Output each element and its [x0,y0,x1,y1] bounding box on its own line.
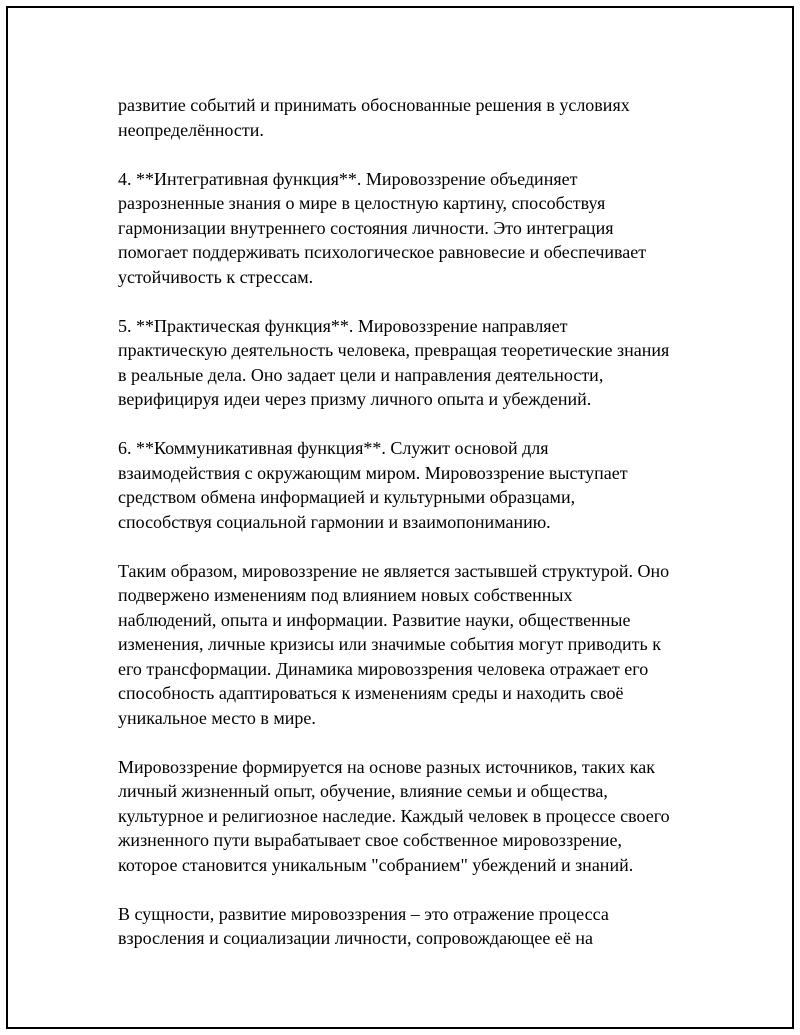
text-line: Мировоззрение формируется на основе разных источников, таких как [118,756,655,777]
text-line: Таким образом, мировоззрение не является застывшей структурой. Оно [118,560,670,581]
paragraph-communicative-function [118,436,718,534]
text-line: взросления и социализации личности, сопровождающее её на [118,928,593,948]
text-line: гармонизации внутреннего состояния личности. Это интеграция [118,217,614,238]
text-line: в реальные дела. Оно задает цели и направления деятельности, [118,364,604,385]
text-line: изменения, личные кризисы или значимые события могут приводить к [118,634,661,654]
text-line: практическую деятельность человека, превращая теоретические знания [118,340,670,360]
paragraph-gap [118,142,718,167]
text-line: способность адаптироваться к изменениям среды и находить своё [118,683,624,703]
paragraph-sources [118,755,718,878]
text-line: верифицируя идеи через призму личного опыта и убеждений. [118,389,592,409]
text-line: которое становится уникальным "собранием" убеждений и знаний. [118,854,634,875]
text-line: разрозненные знания о мире в целостную картину, способствуя [118,193,606,213]
text-line: средством обмена информацией и культурными образцами, [118,487,576,507]
text-line: личный жизненный опыт, обучение, влияние семьи и общества, [118,781,608,801]
document-body [118,93,718,951]
paragraph-gap [118,289,718,314]
text-line: развитие событий и принимать обоснованные решения в условиях [118,95,630,115]
text-line: помогает поддерживать психологическое равновесие и обеспечивает [118,242,647,262]
paragraph-integrative-function [118,167,718,290]
text-line: уникальное место в мире. [118,707,316,728]
text-line: В сущности, развитие мировоззрения – это отражение процесса [118,903,609,924]
text-line: неопределённости. [118,119,264,140]
paragraph-gap [118,877,718,902]
text-line: подвержено изменениям под влиянием новых собственных [118,585,573,605]
text-line: устойчивость к стрессам. [118,266,314,287]
paragraph-conclusion [118,559,718,731]
paragraph-continuation [118,93,718,142]
text-line: наблюдений, опыта и информации. Развитие науки, общественные [118,609,631,630]
paragraph-practical-function [118,314,718,412]
paragraph-gap [118,412,718,437]
paragraph-essence [118,902,718,951]
text-line: 5. **Практическая функция**. Мировоззрение направляет [118,315,568,336]
text-line: его трансформации. Динамика мировоззрения человека отражает его [118,658,649,679]
text-line: 4. **Интегративная функция**. Мировоззрение объединяет [118,168,578,189]
paragraph-gap [118,730,718,755]
text-line: 6. **Коммуникативная функция**. Служит основой для [118,438,549,458]
text-line: культурное и религиозное наследие. Каждый человек в процессе своего [118,805,670,826]
text-line: жизненного пути вырабатывает свое собственное мировоззрение, [118,830,622,850]
text-line: способствуя социальной гармонии и взаимопониманию. [118,511,551,532]
text-line: взаимодействия с окружающим миром. Мировоззрение выступает [118,462,628,483]
paragraph-gap [118,534,718,559]
